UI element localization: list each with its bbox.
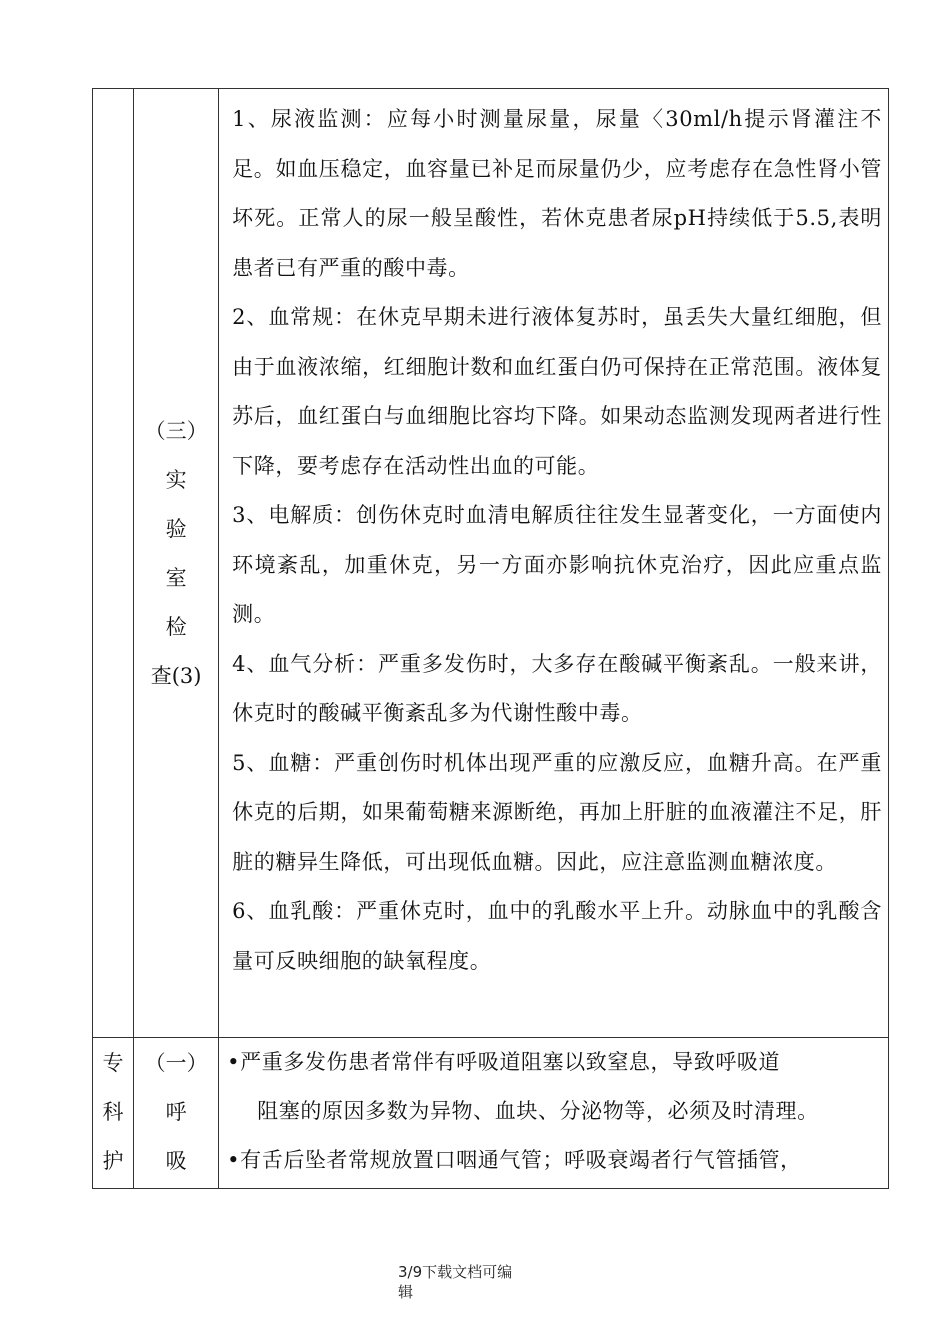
care-label-char: 科: [102, 1100, 124, 1124]
lab-label-char: 室: [165, 566, 187, 590]
electrolyte-paragraph: 3、电解质：创伤休克时血清电解质往往发生显著变化，一方面使内环境紊乱，加重休克，另一方面亦影响抗休克治疗，因此应重点监测。: [232, 503, 882, 626]
lab-content-cell: [219, 89, 889, 1038]
specialty-care-label: [93, 1038, 133, 1186]
care-label-char: 专: [102, 1051, 124, 1075]
urine-monitoring-paragraph: 1、尿液监测：应每小时测量尿量，尿量〈30ml/h提示肾灌注不足。如血压稳定，血容量已补足而尿量仍少，应考虑存在急性肾小管坏死。正常人的尿一般呈酸性，若休克患者尿pH持续低于5.5,表明患者已有严重的酸中毒。: [232, 107, 882, 280]
blood-routine-paragraph: 2、血常规：在休克早期未进行液体复苏时，虽丢失大量红细胞，但由于血液浓缩，红细胞计数和血红蛋白仍可保持在正常范围。液体复苏后，血红蛋白与血细胞比容均下降。如果动态监测发现两者进行性下降，要考虑存在活动性出血的可能。: [232, 305, 882, 478]
footer-line: 3/9下载文档可编: [398, 1263, 513, 1281]
blood-glucose-paragraph: 5、血糖：严重创伤时机体出现严重的应激反应，血糖升高。在严重休克的后期，如果葡萄糖来源断绝，再加上肝脏的血液灌注不足，肝脏的糖异生降低，可出现低血糖。因此，应注意监测血糖浓度。: [232, 750, 882, 874]
respiration-label-char: 呼: [165, 1100, 187, 1124]
care-label-char: 护: [102, 1149, 124, 1173]
respiration-label: [134, 1038, 218, 1186]
lab-label-char: 实: [165, 468, 187, 492]
lab-label-char: 验: [165, 517, 187, 541]
blood-lactate-paragraph: 6、血乳酸：严重休克时，血中的乳酸水平上升。动脉血中的乳酸含量可反映细胞的缺氧程度。: [232, 899, 882, 973]
respiration-label-char: 吸: [165, 1149, 187, 1173]
respiration-content: [219, 1038, 888, 1185]
care-col2-cell: [134, 1038, 219, 1189]
lab-col1-cell: [93, 89, 134, 1038]
specialty-care-row: [93, 1038, 889, 1189]
care-col1-cell: [93, 1038, 134, 1189]
care-line: •严重多发伤患者常伴有呼吸道阻塞以致窒息，导致呼吸道: [227, 1050, 781, 1074]
lab-label-cell: [134, 89, 219, 1038]
blood-gas-paragraph: 4、血气分析：严重多发伤时，大多存在酸碱平衡紊乱。一般来讲，休克时的酸碱平衡紊乱多为代谢性酸中毒。: [232, 651, 882, 725]
respiration-label-char: （一）: [144, 1051, 208, 1075]
care-line: 阻塞的原因多数为异物、血块、分泌物等，必须及时清理。: [257, 1099, 819, 1123]
care-line: •有舌后坠者常规放置口咽通气管；呼吸衰竭者行气管插管，: [227, 1148, 802, 1172]
page-footer: [398, 1262, 538, 1302]
content-table: [92, 88, 889, 1189]
lab-label-char: 查(3): [150, 664, 202, 688]
lab-exam-row: [93, 89, 889, 1038]
lab-exam-content: [219, 89, 888, 986]
footer-line: 辑: [398, 1283, 414, 1301]
lab-label-char: （三）: [144, 419, 208, 443]
lab-exam-label: [134, 89, 218, 701]
lab-label-char: 检: [165, 615, 187, 639]
care-content-cell: [219, 1038, 889, 1189]
